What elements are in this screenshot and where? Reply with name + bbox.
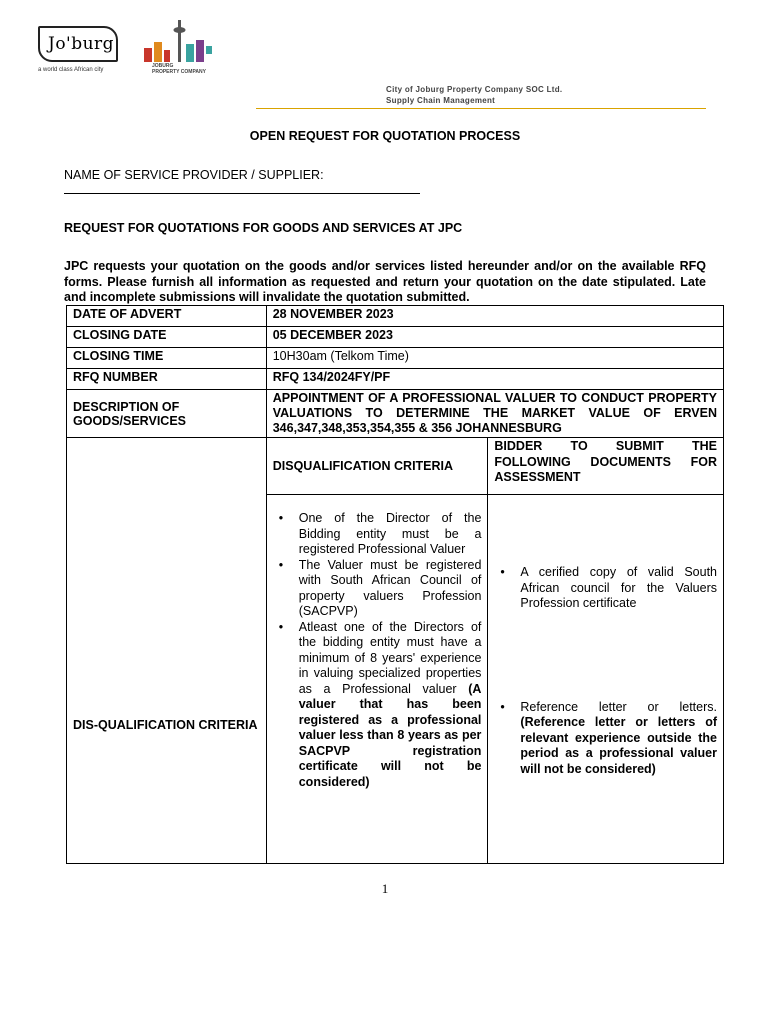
header-info: [386, 84, 562, 106]
jpc-name: [152, 63, 206, 75]
criteria-list-cell: [266, 495, 488, 864]
description-value: APPOINTMENT OF A PROFESSIONAL VALUER TO CONDUCT PROPERTY VALUATIONS TO DETERMINE THE MARKET VALUE OF ERVEN 346,347,348,353,354,355 & 356 JOHANNESBURG: [266, 390, 723, 438]
criteria-item-note: (A valuer that has been registered as a professional valuer less than 8 years as per SACPVP registration certificate will not be considered): [298, 681, 482, 789]
header-divider: [256, 108, 706, 109]
closing-time-value: 10H30am (Telkom Time): [266, 348, 723, 369]
document-item-text: Reference letter or letters.: [520, 699, 717, 714]
supplier-name-line: [64, 193, 420, 194]
page-number: 1: [381, 881, 389, 896]
criteria-row-label: DIS-QUALIFICATION CRITERIA: [67, 438, 267, 864]
table-row: [67, 390, 724, 438]
table-row: [67, 327, 724, 348]
rfq-heading: REQUEST FOR QUOTATIONS FOR GOODS AND SERVICES AT JPC: [64, 221, 463, 235]
supplier-label: NAME OF SERVICE PROVIDER / SUPPLIER:: [64, 168, 324, 182]
page-title: OPEN REQUEST FOR QUOTATION PROCESS: [249, 129, 521, 143]
criteria-item-text: Atleast one of the Directors of the bidding entity must have a minimum of 8 years' experience in valuing specialized properties as a Professional valuer: [298, 619, 482, 696]
criteria-item: • One of the Director of the Bidding entity must be a registered Professional Valuer: [299, 511, 482, 558]
joburg-logo-text: Jo'burg: [48, 34, 115, 54]
table-row: [67, 306, 724, 327]
criteria-item: • The Valuer must be registered with South African Council of property valuers Profession (SACPVP): [299, 558, 482, 620]
criteria-header-row: [67, 438, 724, 495]
company-name: City of Joburg Property Company SOC Ltd.: [386, 85, 563, 94]
joburg-tagline: a world class African city: [38, 67, 104, 73]
intro-paragraph: JPC requests your quotation on the goods and/or services listed hereunder and/or on the available RFQ forms. Please furnish all information as requested and return your quotation on the date stipulated. Late and incomplete submissions will invalidate the quotation submitted.: [64, 259, 706, 304]
department-name: Supply Chain Management: [386, 96, 496, 105]
advert-label: DATE OF ADVERT: [67, 306, 267, 327]
rfq-details-table: [66, 305, 724, 864]
document-item: • A cerified copy of valid South African council for the Valuers Profession certificate: [520, 565, 717, 612]
table-row: [67, 369, 724, 390]
documents-list: [498, 565, 717, 777]
criteria-list: [277, 511, 482, 790]
rfq-number-value: RFQ 134/2024FY/PF: [266, 369, 723, 390]
closing-date-value: 05 DECEMBER 2023: [266, 327, 723, 348]
jpc-name-line2: PROPERTY COMPANY: [152, 69, 206, 75]
jpc-name-line1: JOBURG: [152, 63, 174, 69]
rfq-number-label: RFQ NUMBER: [67, 369, 267, 390]
table-row: [67, 348, 724, 369]
criteria-col2-heading: BIDDER TO SUBMIT THE FOLLOWING DOCUMENTS FOR ASSESSMENT: [488, 438, 724, 495]
closing-date-label: CLOSING DATE: [67, 327, 267, 348]
documents-list-cell: [488, 495, 724, 864]
description-label: DESCRIPTION OF GOODS/SERVICES: [67, 390, 267, 438]
criteria-col1-heading: DISQUALIFICATION CRITERIA: [266, 438, 488, 495]
criteria-item: [299, 620, 482, 791]
document-item: [520, 700, 717, 778]
jpc-skyline-logo: [142, 16, 214, 64]
joburg-logo: [38, 26, 118, 62]
closing-time-label: CLOSING TIME: [67, 348, 267, 369]
advert-value: 28 NOVEMBER 2023: [266, 306, 723, 327]
document-item-note: (Reference letter or letters of relevant experience outside the period as a professional valuer will not be considered): [520, 715, 717, 776]
